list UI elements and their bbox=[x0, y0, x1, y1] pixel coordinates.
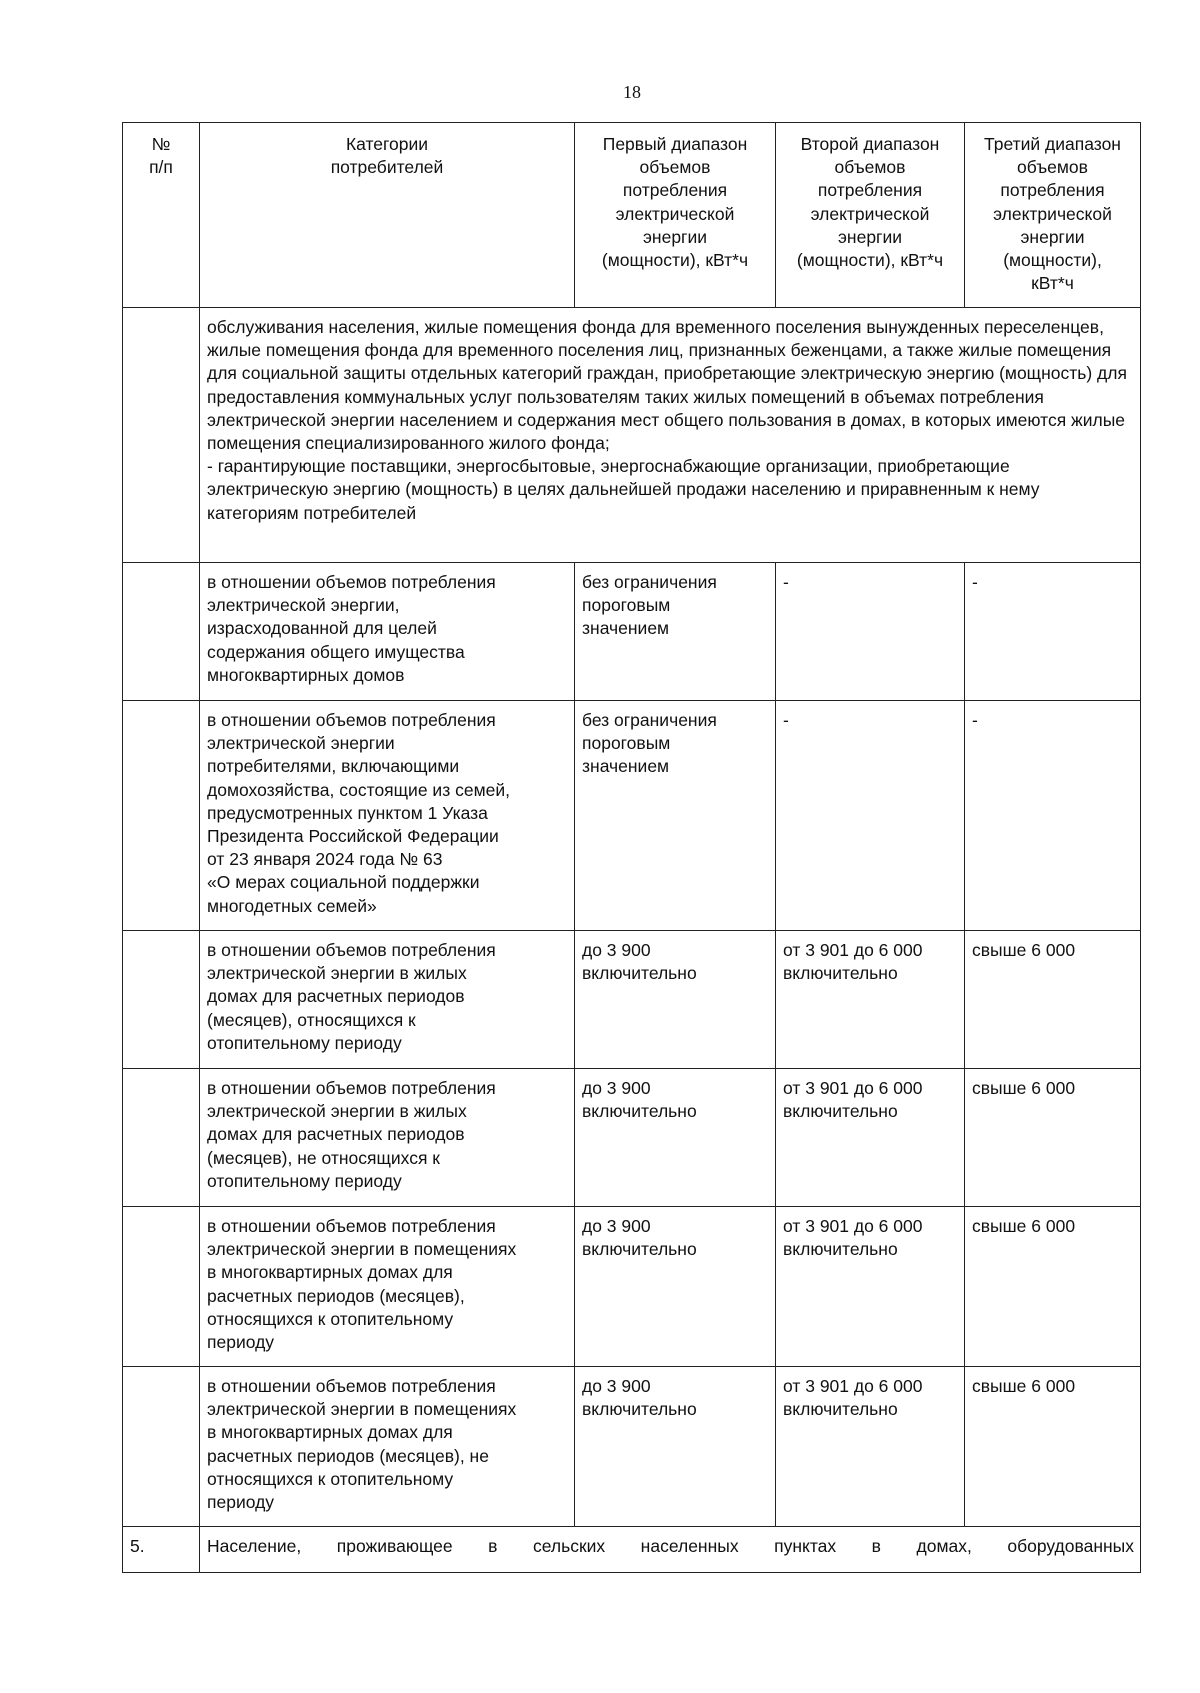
range-3-cell: свыше 6 000 bbox=[965, 1207, 1141, 1367]
category-cell: в отношении объемов потребления электрической энергии в помещениях в многоквартирных домах для расчетных периодов (месяцев), не относящихся к отопительному периоду bbox=[200, 1367, 575, 1527]
table-row bbox=[123, 563, 1141, 701]
table-row-5 bbox=[123, 1527, 1141, 1573]
row-number-empty bbox=[123, 308, 200, 563]
range-1-cell: без ограничения пороговым значением bbox=[575, 701, 776, 931]
category-cell: в отношении объемов потребления электрической энергии потребителями, включающими домохозяйства, состоящие из семей, предусмотренных пунктом 1 Указа Президента Российской Федерации от 23 января 2024 года № 63 «О мерах социальной поддержки многодетных семей» bbox=[200, 701, 575, 931]
row-number-empty bbox=[123, 931, 200, 1069]
category-cell: в отношении объемов потребления электрической энергии в жилых домах для расчетных периодов (месяцев), относящихся к отопительному периоду bbox=[200, 931, 575, 1069]
table-row bbox=[123, 701, 1141, 931]
page-number: 18 bbox=[623, 82, 641, 102]
range-3-cell: - bbox=[965, 701, 1141, 931]
range-1-cell: до 3 900 включительно bbox=[575, 1367, 776, 1527]
range-2-cell: - bbox=[776, 563, 965, 701]
header-category: Категории потребителей bbox=[200, 123, 575, 308]
header-range-2: Второй диапазон объемов потребления электрической энергии (мощности), кВт*ч bbox=[776, 123, 965, 308]
category-cell: в отношении объемов потребления электрической энергии, израсходованной для целей содержания общего имущества многоквартирных домов bbox=[200, 563, 575, 701]
range-1-cell: без ограничения пороговым значением bbox=[575, 563, 776, 701]
header-range-3: Третий диапазон объемов потребления электрической энергии (мощности), кВт*ч bbox=[965, 123, 1141, 308]
range-2-cell: от 3 901 до 6 000 включительно bbox=[776, 1069, 965, 1207]
row-number: 5. bbox=[123, 1527, 200, 1573]
range-3-cell: свыше 6 000 bbox=[965, 931, 1141, 1069]
row-number-empty bbox=[123, 701, 200, 931]
range-1-cell: до 3 900 включительно bbox=[575, 931, 776, 1069]
tariff-table bbox=[122, 122, 1141, 1573]
range-3-cell: свыше 6 000 bbox=[965, 1069, 1141, 1207]
row-number-empty bbox=[123, 563, 200, 701]
row-5-text-cell: Население, проживающее в сельских населенных пунктах в домах, оборудованных bbox=[200, 1527, 1141, 1573]
table-row bbox=[123, 1207, 1141, 1367]
row-number-empty bbox=[123, 1207, 200, 1367]
range-1-cell: до 3 900 включительно bbox=[575, 1069, 776, 1207]
header-range-1: Первый диапазон объемов потребления электрической энергии (мощности), кВт*ч bbox=[575, 123, 776, 308]
range-2-cell: от 3 901 до 6 000 включительно bbox=[776, 931, 965, 1069]
table-row bbox=[123, 1367, 1141, 1527]
row-number-empty bbox=[123, 1069, 200, 1207]
header-number: № п/п bbox=[123, 123, 200, 308]
table-row-continuation bbox=[123, 308, 1141, 563]
range-1-cell: до 3 900 включительно bbox=[575, 1207, 776, 1367]
range-2-cell: от 3 901 до 6 000 включительно bbox=[776, 1207, 965, 1367]
table-row bbox=[123, 1069, 1141, 1207]
range-3-cell: - bbox=[965, 563, 1141, 701]
table-header-row bbox=[123, 123, 1141, 308]
continuation-text-cell: обслуживания населения, жилые помещения фонда для временного поселения вынужденных переселенцев, жилые помещения фонда для временного поселения лиц, признанных беженцами, а также жилые помещения для социальной защиты отдельных категорий граждан, приобретающие электрическую энергию (мощность) для предоставления коммунальных услуг пользователям таких жилых помещений в объемах потребления электрической энергии населением и содержания мест общего пользования в домах, в которых имеются жилые помещения специализированного жилого фонда; - гарантирующие поставщики, энергосбытовые, энергоснабжающие организации, приобретающие электрическую энергию (мощность) в целях дальнейшей продажи населению и приравненным к нему категориям потребителей bbox=[200, 308, 1141, 563]
range-2-cell: от 3 901 до 6 000 включительно bbox=[776, 1367, 965, 1527]
category-cell: в отношении объемов потребления электрической энергии в жилых домах для расчетных периодов (месяцев), не относящихся к отопительному периоду bbox=[200, 1069, 575, 1207]
range-3-cell: свыше 6 000 bbox=[965, 1367, 1141, 1527]
range-2-cell: - bbox=[776, 701, 965, 931]
category-cell: в отношении объемов потребления электрической энергии в помещениях в многоквартирных домах для расчетных периодов (месяцев), относящихся к отопительному периоду bbox=[200, 1207, 575, 1367]
table-row bbox=[123, 931, 1141, 1069]
row-number-empty bbox=[123, 1367, 200, 1527]
